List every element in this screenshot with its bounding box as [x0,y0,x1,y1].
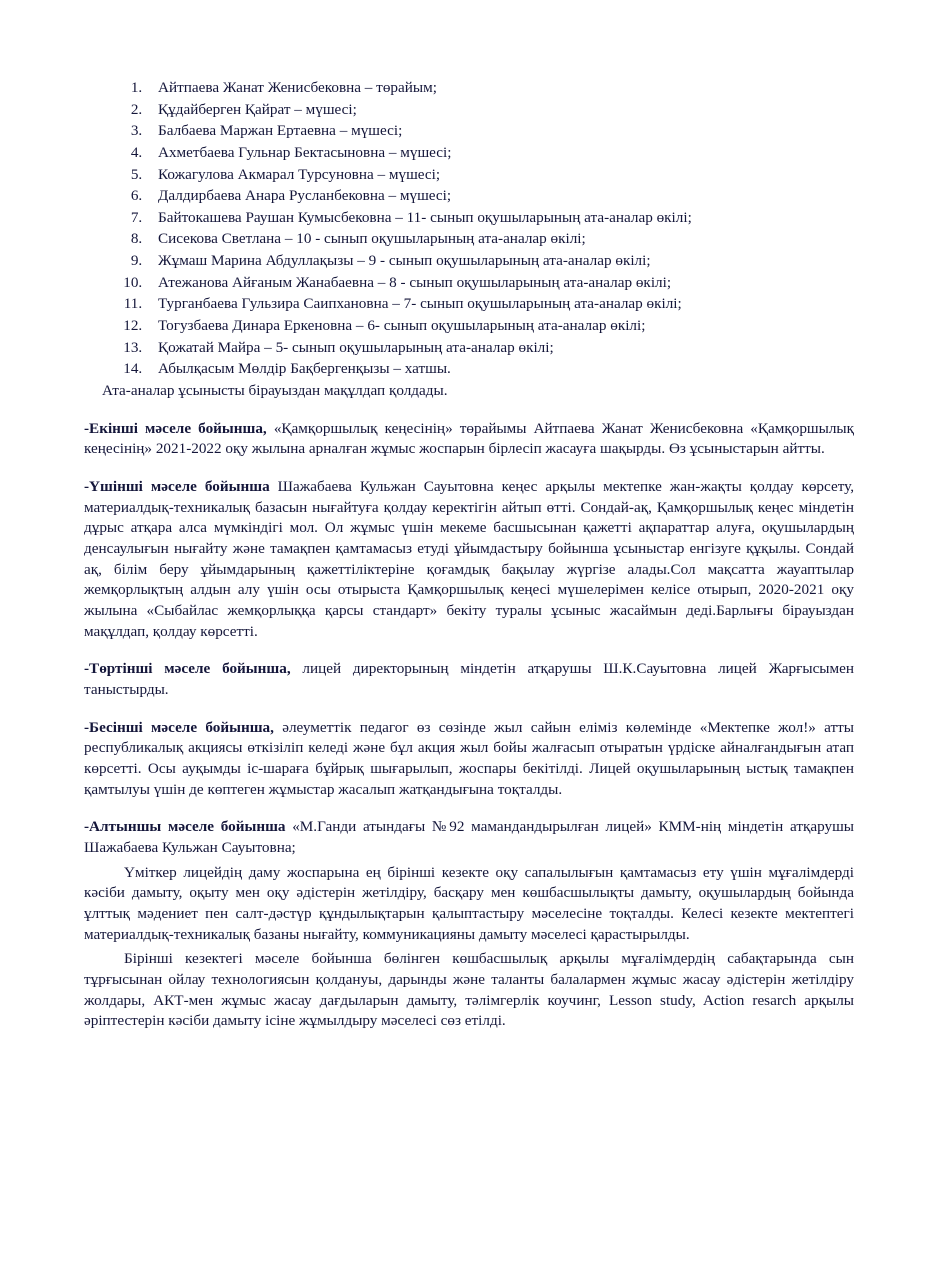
paragraph-text: «М.Ганди атындағы №92 мамандандырылған лицей» КММ-нің міндетін атқарушы Шажабаева Кульжан Сауытовна; [84,818,854,856]
paragraph-lead: -Алтыншы мәселе бойынша [84,818,286,836]
approval-note: Ата-аналар ұсынысты бірауыздан мақұлдап қолдады. [102,382,448,400]
paragraph-fourth-issue [84,659,854,700]
paragraph-text: Шажабаева Кульжан Сауытовна кеңес арқылы мектепке жан-жақты қолдау көрсету, материалдық-техникалық базасын нығайтуға қолдау керектігін айтып өтті. Сондай-ақ, Қамқоршылық кеңес міндетін дұрыс атқара алса мүмкіндігі мол. Ол жұмыс үшін мекеме басшысынан қажетті ақпараттар алуға, оқушылардың денсаулығын нығайту және тамақпен қамтамасыз етуді ұйымдастыру бойынша ұсыныстар енгізуге құқылы. Сондай ақ, білім беру ұйымдарының қажеттіліктеріне қоғамдық бақылау жүргізе алады.Сол мақсатта жауаптылар жемқорлықтың алдын алу үшін осы отырыста Қамқоршылық кеңесі мүшелерімен келісе отырып, 2020-2021 оқу жылына «Сыбайлас жемқорлыққа қарсы стандарт» бекіту туралы ұсыныс жасаймын деді.Барлығы бірауыздан мақұлдап, қолдау көрсетті. [84,477,854,640]
document-body [84,78,854,1032]
paragraph-text: әлеуметтік педагог өз сөзінде жыл сайын еліміз көлемінде «Мектепке жол!» атты республикалық акциясы өткізіліп келеді және бұл акция жыл бойы жалғасып отыратын үрдіске айналғандығын атап көрсетті. Осы ауқымды іс-шараға бұйрық шығарылып, жоспары бекітілді. Лицей оқушыларының ыстық тамақпен қамтылуы үшін де көптеген жұмыстар жасалып жатқандығына тоқталды. [84,718,854,798]
paragraph-third-issue [84,477,854,642]
list-item: 10. Атежанова Айғаным Жанабаевна – 8 - сынып оқушыларының ата-аналар өкілі; [146,273,854,293]
list-item: 2. Құдайберген Қайрат – мүшесі; [146,100,854,120]
list-item: 4. Ахметбаева Гульнар Бектасыновна – мүшесі; [146,143,854,163]
paragraph-lead: -Екінші мәселе бойынша, [84,419,267,437]
list-item: 6. Далдирбаева Анара Русланбековна – мүшесі; [146,186,854,206]
list-item: 11. Турганбаева Гульзира Саипхановна – 7- сынып оқушыларының ата-аналар өкілі; [146,294,854,314]
list-item: 7. Байтокашева Раушан Кумысбековна – 11- сынып оқушыларының ата-аналар өкілі; [146,208,854,228]
list-item: 12. Тогузбаева Динара Еркеновна – 6- сынып оқушыларының ата-аналар өкілі; [146,316,854,336]
paragraph-second-issue [84,419,854,460]
paragraph-lead: -Бесінші мәселе бойынша, [84,718,274,736]
paragraph-text: лицей директорының міндетін атқарушы Ш.К.Сауытовна лицей Жарғысымен таныстырды. [84,660,854,698]
paragraph-sixth-issue [84,817,854,858]
list-item: 9. Жұмаш Марина Абдуллақызы – 9 - сынып оқушыларының ата-аналар өкілі; [146,251,854,271]
list-item: 5. Кожагулова Акмарал Турсуновна – мүшесі; [146,165,854,185]
list-item: 8. Сисекова Светлана – 10 - сынып оқушыларының ата-аналар өкілі; [146,229,854,249]
council-members-list [84,78,854,379]
list-item: 13. Қожатай Майра – 5- сынып оқушыларының ата-аналар өкілі; [146,338,854,358]
paragraph-lead: -Төртінші мәселе бойынша, [84,660,291,678]
list-item: 1. Айтпаева Жанат Женисбековна – төрайым; [146,78,854,98]
paragraph-leadership: Бірінші кезектегі мәселе бойынша бөлінген көшбасшылық арқылы мұғалімдердің сабақтарында сын тұрғысынан ойлау технологиясын қолдануы, дарынды және таланты балалармен жұмыс жасау әдістерін жетілдіру жолдары, АКТ-мен жұмыс жасау дағдыларын дамыту, тәлімгерлік коучинг, Lesson study, Action resarch арқылы әріптестерін кәсіби дамыту ісіне жұмылдыру мәселесі сөз етілді. [84,950,854,1030]
list-item: 3. Балбаева Маржан Ертаевна – мүшесі; [146,121,854,141]
paragraph-fifth-issue [84,718,854,801]
paragraph-lead: -Үшінші мәселе бойынша [84,477,270,495]
paragraph-development-plan: Үміткер лицейдің даму жоспарына ең бірінші кезекте оқу сапалылығын қамтамасыз ету үшін мұғалімдерді кәсіби дамыту, оқыту мен оқу әдістерін жетілдіру, басқару мен көшбасшылықты дамыту, оқушылардың бойында ұлттық мәдениет пен салт-дәстүр құндылықтарын қалыптастыру мәселесіне тоқталды. Келесі кезекте мектептегі материалдық-техникалық базаны нығайту, коммуникацияны дамыту мәселесі қарастырылды. [84,863,854,943]
list-item: 14. Абылқасым Мөлдір Бақбергенқызы – хатшы. [146,359,854,379]
paragraph-text: «Қамқоршылық кеңесінің» төрайымы Айтпаева Жанат Женисбековна «Қамқоршылық кеңесінің» 2021-2022 оқу жылына арналған жұмыс жоспарын бірлесіп жасауға шақырды. Өз ұсыныстарын айтты. [84,419,854,458]
